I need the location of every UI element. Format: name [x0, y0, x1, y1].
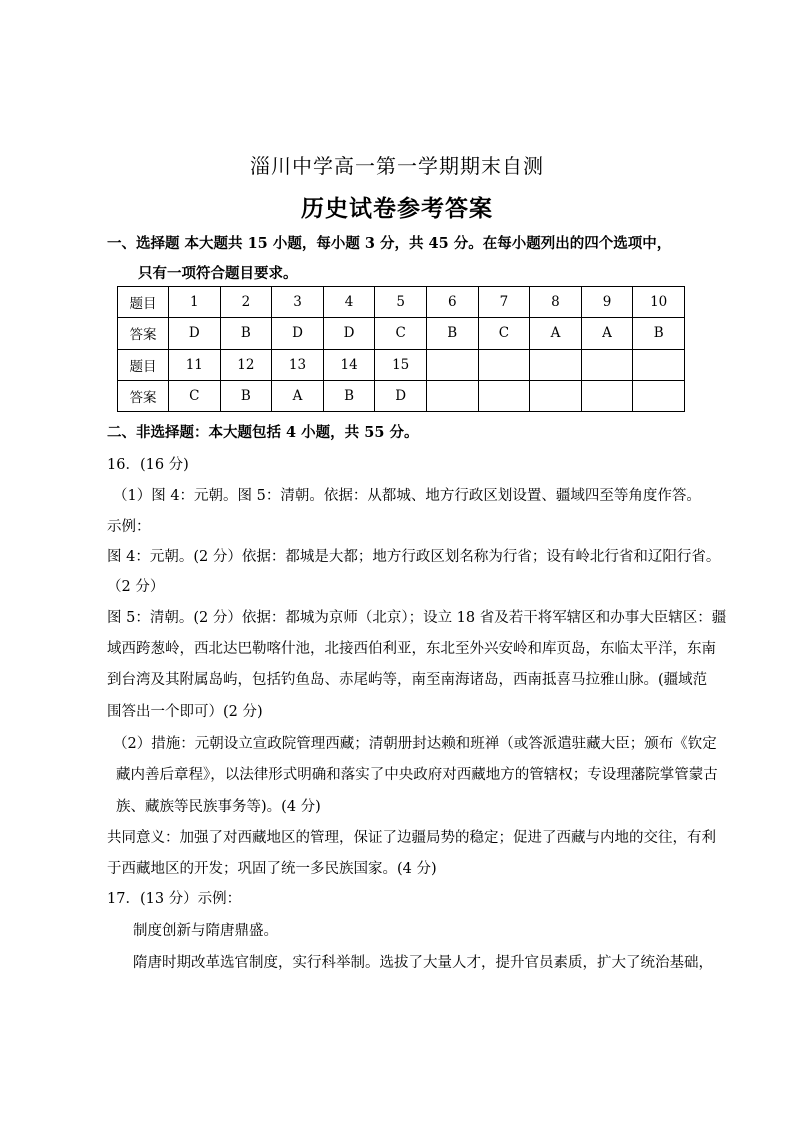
table-cell: 3	[272, 287, 324, 318]
q16-fig4-line1: 图 4：元朝。(2 分）依据：都城是大都；地方行政区划名称为行省；设有岭北行省和辽阳行省。	[107, 549, 721, 565]
table-cell: B	[426, 318, 478, 349]
row-label-question: 题目	[118, 349, 169, 380]
q16-fig4-line2: （2 分）	[107, 579, 165, 595]
table-cell	[633, 380, 685, 411]
q17-body-line1: 隋唐时期改革选官制度，实行科举制。选拔了大量人才，提升官员素质，扩大了统治基础，	[133, 955, 713, 971]
table-cell: 1	[169, 287, 221, 318]
table-cell: C	[375, 318, 427, 349]
table-cell: D	[169, 318, 221, 349]
table-cell: A	[581, 318, 633, 349]
table-cell	[530, 349, 582, 380]
q16-part2-line3: 族、藏族等民族事务等)。(4 分)	[116, 799, 321, 815]
q16-meaning-line2: 于西藏地区的开发；巩固了统一多民族国家。(4 分)	[107, 861, 437, 877]
table-cell: B	[633, 318, 685, 349]
section1-intro-line1: 一、选择题 本大题共 15 小题，每小题 3 分，共 45 分。在每小题列出的四个选项中，	[107, 235, 672, 252]
q16-fig5-line1: 图 5：清朝。(2 分）依据：都城为京师（北京）；设立 18 省及若干将军辖区和办事大臣辖区：疆	[107, 610, 727, 626]
table-cell: C	[169, 380, 221, 411]
table-cell: 6	[426, 287, 478, 318]
table-cell: 14	[323, 349, 375, 380]
table-row-answers-1	[118, 318, 685, 349]
table-cell: 4	[323, 287, 375, 318]
q16-part2-line2: 藏内善后章程》，以法律形式明确和落实了中央政府对西藏地方的管辖权；专设理藩院掌管蒙古	[116, 767, 718, 783]
table-cell: 9	[581, 287, 633, 318]
table-cell	[426, 349, 478, 380]
table-cell: B	[220, 380, 272, 411]
q16-fig5-line3: 到台湾及其附属岛屿，包括钓鱼岛、赤尾屿等，南至南海诸岛，西南抵喜马拉雅山脉。(疆域范	[107, 672, 708, 688]
section1-intro-line2: 只有一项符合题目要求。	[138, 265, 298, 282]
table-cell: D	[272, 318, 324, 349]
q16-meaning-line1: 共同意义：加强了对西藏地区的管理，保证了边疆局势的稳定；促进了西藏与内地的交往，有利	[107, 830, 716, 846]
table-cell	[633, 349, 685, 380]
table-cell	[426, 380, 478, 411]
table-cell	[581, 380, 633, 411]
row-label-answer: 答案	[118, 318, 169, 349]
q16-example-label: 示例：	[107, 519, 151, 535]
school-title: 淄川中学高一第一学期期末自测	[250, 154, 544, 178]
table-cell: 12	[220, 349, 272, 380]
table-cell	[478, 349, 530, 380]
row-label-answer: 答案	[118, 380, 169, 411]
table-row-answers-2	[118, 380, 685, 411]
q16-fig5-line4: 围答出一个即可）(2 分)	[107, 704, 263, 720]
table-cell	[581, 349, 633, 380]
table-row-questions-2	[118, 349, 685, 380]
table-row-questions-1	[118, 287, 685, 318]
exam-title: 历史试卷参考答案	[301, 195, 493, 222]
table-cell: 15	[375, 349, 427, 380]
row-label-question: 题目	[118, 287, 169, 318]
section2-intro: 二、非选择题：本大题包括 4 小题，共 55 分。	[107, 424, 419, 441]
table-cell: 11	[169, 349, 221, 380]
table-cell: 13	[272, 349, 324, 380]
answer-table	[117, 286, 685, 412]
table-cell: 7	[478, 287, 530, 318]
table-cell: D	[323, 318, 375, 349]
table-cell: 10	[633, 287, 685, 318]
q16-part2-line1: （2）措施：元朝设立宣政院管理西藏；清朝册封达赖和班禅（或答派遣驻藏大臣；颁布《钦定	[113, 736, 717, 752]
table-cell: D	[375, 380, 427, 411]
q17-topic: 制度创新与隋唐鼎盛。	[133, 923, 278, 939]
table-cell	[478, 380, 530, 411]
q16-heading: 16．(16 分)	[107, 457, 189, 473]
table-cell: A	[272, 380, 324, 411]
table-cell: B	[323, 380, 375, 411]
table-cell	[530, 380, 582, 411]
table-cell: B	[220, 318, 272, 349]
q16-part1: （1）图 4：元朝。图 5：清朝。依据：从都城、地方行政区划设置、疆域四至等角度作答。	[113, 488, 701, 504]
table-cell: A	[530, 318, 582, 349]
table-cell: 5	[375, 287, 427, 318]
q16-fig5-line2: 域西跨葱岭，西北达巴勒喀什池，北接西伯利亚，东北至外兴安岭和库页岛，东临太平洋，东南	[107, 641, 716, 657]
q17-heading: 17．(13 分）示例：	[107, 891, 242, 907]
table-cell: 8	[530, 287, 582, 318]
table-cell: 2	[220, 287, 272, 318]
table-cell: C	[478, 318, 530, 349]
